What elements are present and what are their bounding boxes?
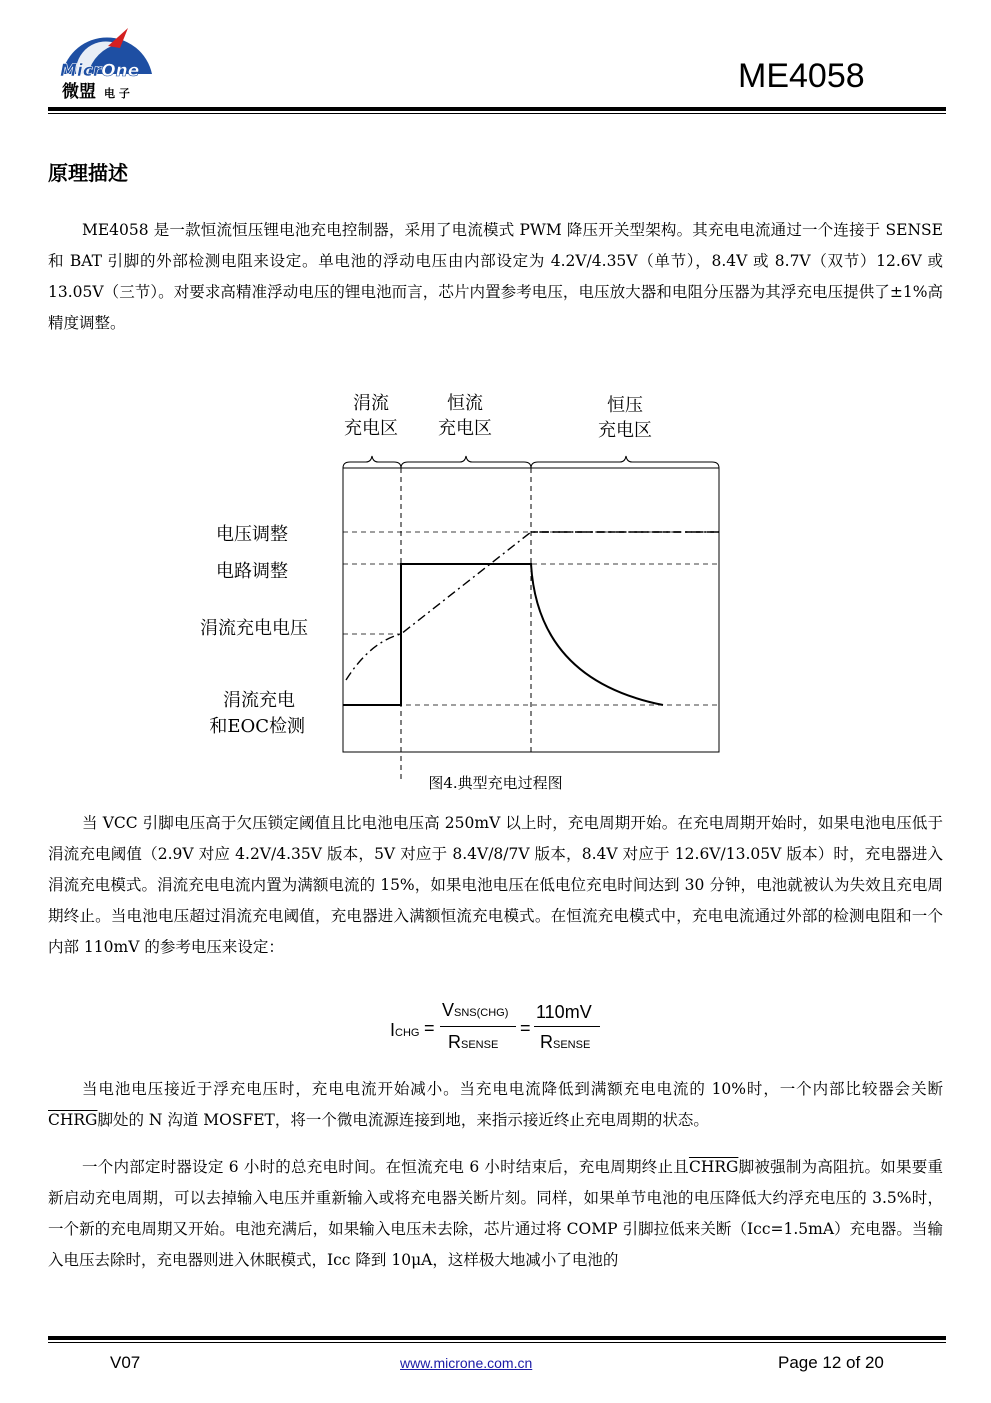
formula-eq2: = — [520, 1018, 531, 1038]
formula-fraction-bar-1 — [440, 1026, 516, 1027]
charge-cycle-paragraph — [48, 808, 943, 963]
formula-num2: 110mV — [536, 1002, 592, 1022]
label-trickle-eoc-1: 涓流充电 — [223, 690, 295, 711]
chrg-pin-name-2: CHRG — [688, 1158, 739, 1176]
footer-version: V07 — [110, 1353, 141, 1372]
logo-text-cn: 微盟 — [62, 82, 96, 102]
formula-den2: RSENSE — [540, 1032, 591, 1052]
intro-paragraph — [48, 215, 943, 339]
logo-text-cn-sub: 电 子 — [104, 87, 130, 100]
termination-paragraph — [48, 1074, 943, 1136]
zone-cc-label-2: 充电区 — [438, 418, 492, 439]
section-title: 原理描述 — [48, 161, 128, 185]
zone-cc-label-1: 恒流 — [447, 393, 483, 414]
formula-num1: VSNS(CHG) — [442, 1000, 509, 1020]
formula-lhs: ICHG — [390, 1020, 420, 1040]
logo-text-one: One — [101, 61, 140, 81]
zone-cv-label-2: 充电区 — [598, 420, 652, 441]
termination-text-a: 当电池电压接近于浮充电压时，充电电流开始减小。当充电电流降低到满额充电电流的 10%时，一个内部比较器会关断 — [82, 1080, 943, 1098]
zone-trickle-label-2: 充电区 — [344, 418, 398, 439]
footer-rule-thin — [48, 1342, 946, 1343]
svg-text:MicrOne — [60, 61, 139, 81]
figure-caption: 图4.典型充电过程图 — [428, 774, 563, 792]
charge-cycle-text: 当 VCC 引脚电压高于欠压锁定阈值且比电池电压高 250mV 以上时，充电周期开始。在充电周期开始时，如果电池电压低于涓流充电阈值（2.9V 对应 4.2V/4.35V 版本，5V 对应于 8.4V/8/7V 版本，8.4V 对应于 12.6V/13.05V 版本）时，充电器进入涓流充电模式。涓流充电电流内置为满额电流的 15%，如果电池电压在低电位充电时间达到 30 分钟，电池就被认为失效且充电周期终止。当电池电压超过涓流充电阈值，充电器进入满额恒流充电模式。在恒流充电模式中，充电电流通过外部的检测电阻和一个内部 110mV 的参考电压来设定： — [48, 814, 943, 956]
label-trickle-eoc-2: 和EOC检测 — [209, 716, 305, 737]
chrg-pin-name: CHRG — [48, 1111, 98, 1129]
label-trickle-voltage: 涓流充电电压 — [200, 618, 308, 639]
header-rule-thin — [48, 113, 946, 114]
footer-rule-thick — [48, 1336, 946, 1340]
timer-text-b: 脚被强制为高阻抗。如果要重新启动充电周期，可以去掉输入电压并重新输入或将充电器关断片刻。同样，如果单节电池的电压降低大约浮充电压的 3.5%时，一个新的充电周期又开始。电池充满后，如果输入电压未去除，芯片通过将 COMP 引脚拉低来关断（Icc=1.5mA）充电器。当输入电压去除时，充电器则进入休眠模式，Icc 降到 10μA，这样极大地减小了电池的 — [48, 1158, 943, 1269]
label-voltage-reg: 电压调整 — [216, 524, 288, 545]
brace-cc — [401, 456, 531, 468]
diagram-frame — [343, 468, 719, 752]
charge-current-formula — [380, 1000, 620, 1060]
brace-cv — [531, 456, 719, 468]
intro-text: ME4058 是一款恒流恒压锂电池充电控制器，采用了电流模式 PWM 降压开关型架构。其充电电流通过一个连接于 SENSE 和 BAT 引脚的外部检测电阻来设定。单电池的浮动电压由内部设定为 4.2V/4.35V（单节），8.4V 或 8.7V（双节）12.6V 或 13.05V（三节）。对要求高精准浮动电压的锂电池而言，芯片内置参考电压，电压放大器和电阻分压器为其浮充电压提供了±1%高精度调整。 — [48, 221, 943, 332]
footer-page-number: Page 12 of 20 — [778, 1353, 884, 1372]
formula-fraction-bar-2 — [534, 1026, 600, 1027]
zone-cv-label-1: 恒压 — [607, 395, 643, 416]
part-number: ME4058 — [738, 57, 865, 95]
termination-text-b: 脚处的 N 沟道 MOSFET，将一个微电流源连接到地，来指示接近终止充电周期的状态。 — [97, 1111, 709, 1129]
formula-eq1: = — [424, 1018, 435, 1038]
brace-trickle — [343, 456, 401, 468]
zone-trickle-label-1: 涓流 — [353, 393, 389, 414]
footer-website-link[interactable]: www.microne.com.cn — [400, 1355, 533, 1371]
timer-paragraph — [48, 1152, 943, 1276]
label-current-reg: 电路调整 — [216, 561, 288, 582]
charge-current-curve — [343, 564, 663, 705]
timer-text-a: 一个内部定时器设定 6 小时的总充电时间。在恒流充电 6 小时结束后，充电周期终止且 — [82, 1158, 689, 1176]
charge-process-diagram — [180, 380, 740, 800]
formula-den1: RSENSE — [448, 1032, 499, 1052]
company-logo — [58, 16, 156, 102]
header-rule-thick — [48, 107, 946, 111]
logo-text-micr: Micr — [60, 61, 102, 81]
